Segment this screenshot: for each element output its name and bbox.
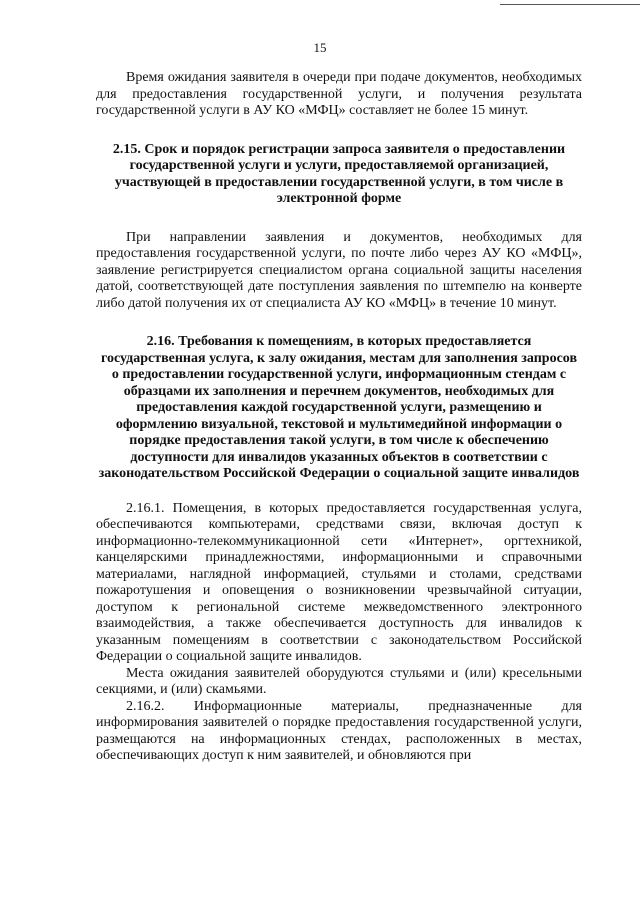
- section-heading-2-15: 2.15. Срок и порядок регистрации запроса заявителя о предоставлении государственной услуги и услуги, предоставляемой организацией, участвующей в предоставлении государственной услуги, в том числе в электронной форме: [112, 141, 566, 206]
- scan-edge-line: [500, 4, 640, 5]
- document-body: [96, 70, 582, 765]
- section-heading-2-16: 2.16. Требования к помещениям, в которых предоставляется государственная услуга, к залу ожидания, местам для заполнения запросов о предоставлении государственной услуги, информационным стендам с образцами их заполнения и перечнем документов, необходимых для предоставления каждой государственной услуги, размещению и оформлению визуальной, текстовой и мультимедийной информации о порядке предоставления такой услуги, в том числе к обеспечению доступности для инвалидов указанных объектов в соответствии с законодательством Российской Федерации о социальной защите инвалидов: [98, 334, 580, 481]
- paragraph-2-16-1: 2.16.1. Помещения, в которых предоставляется государственная услуга, обеспечиваются компьютерами, средствами связи, включая доступ к информационно-телекоммуникационной сети «Интернет», оргтехникой, канцелярскими принадлежностями, информационными и справочными материалами, наглядной информацией, стульями и столами, средствами пожаротушения и оповещения о возникновении чрезвычайной ситуации, доступом к региональной системе межведомственного электронного взаимодействия, а также обеспечивается доступность для инвалидов к указанным помещениям в соответствии с законодательством Российской Федерации о социальной защите инвалидов.: [96, 500, 582, 664]
- page-number: 15: [313, 40, 327, 55]
- paragraph-registration: При направлении заявления и документов, необходимых для предоставления государственной услуги, по почте либо через АУ КО «МФЦ», заявление регистрируется специалистом органа социальной защиты населения датой, соответствующей дате поступления заявления по штемпелю на конверте либо датой получения их от специалиста АУ КО «МФЦ» в течение 10 минут.: [96, 229, 582, 311]
- paragraph-waiting-places: Места ожидания заявителей оборудуются стульями и (или) кресельными секциями, и (или) скамьями.: [96, 665, 582, 697]
- paragraph-2-16-2: 2.16.2. Информационные материалы, предназначенные для информирования заявителей о порядке предоставления государственной услуги, размещаются на информационных стендах, расположенных в местах, обеспечивающих доступ к ним заявителей, и обновляются при: [96, 698, 582, 763]
- paragraph-waiting-time: Время ожидания заявителя в очереди при подаче документов, необходимых для предоставления государственной услуги, и получения результата государственной услуги в АУ КО «МФЦ» составляет не более 15 минут.: [96, 70, 582, 118]
